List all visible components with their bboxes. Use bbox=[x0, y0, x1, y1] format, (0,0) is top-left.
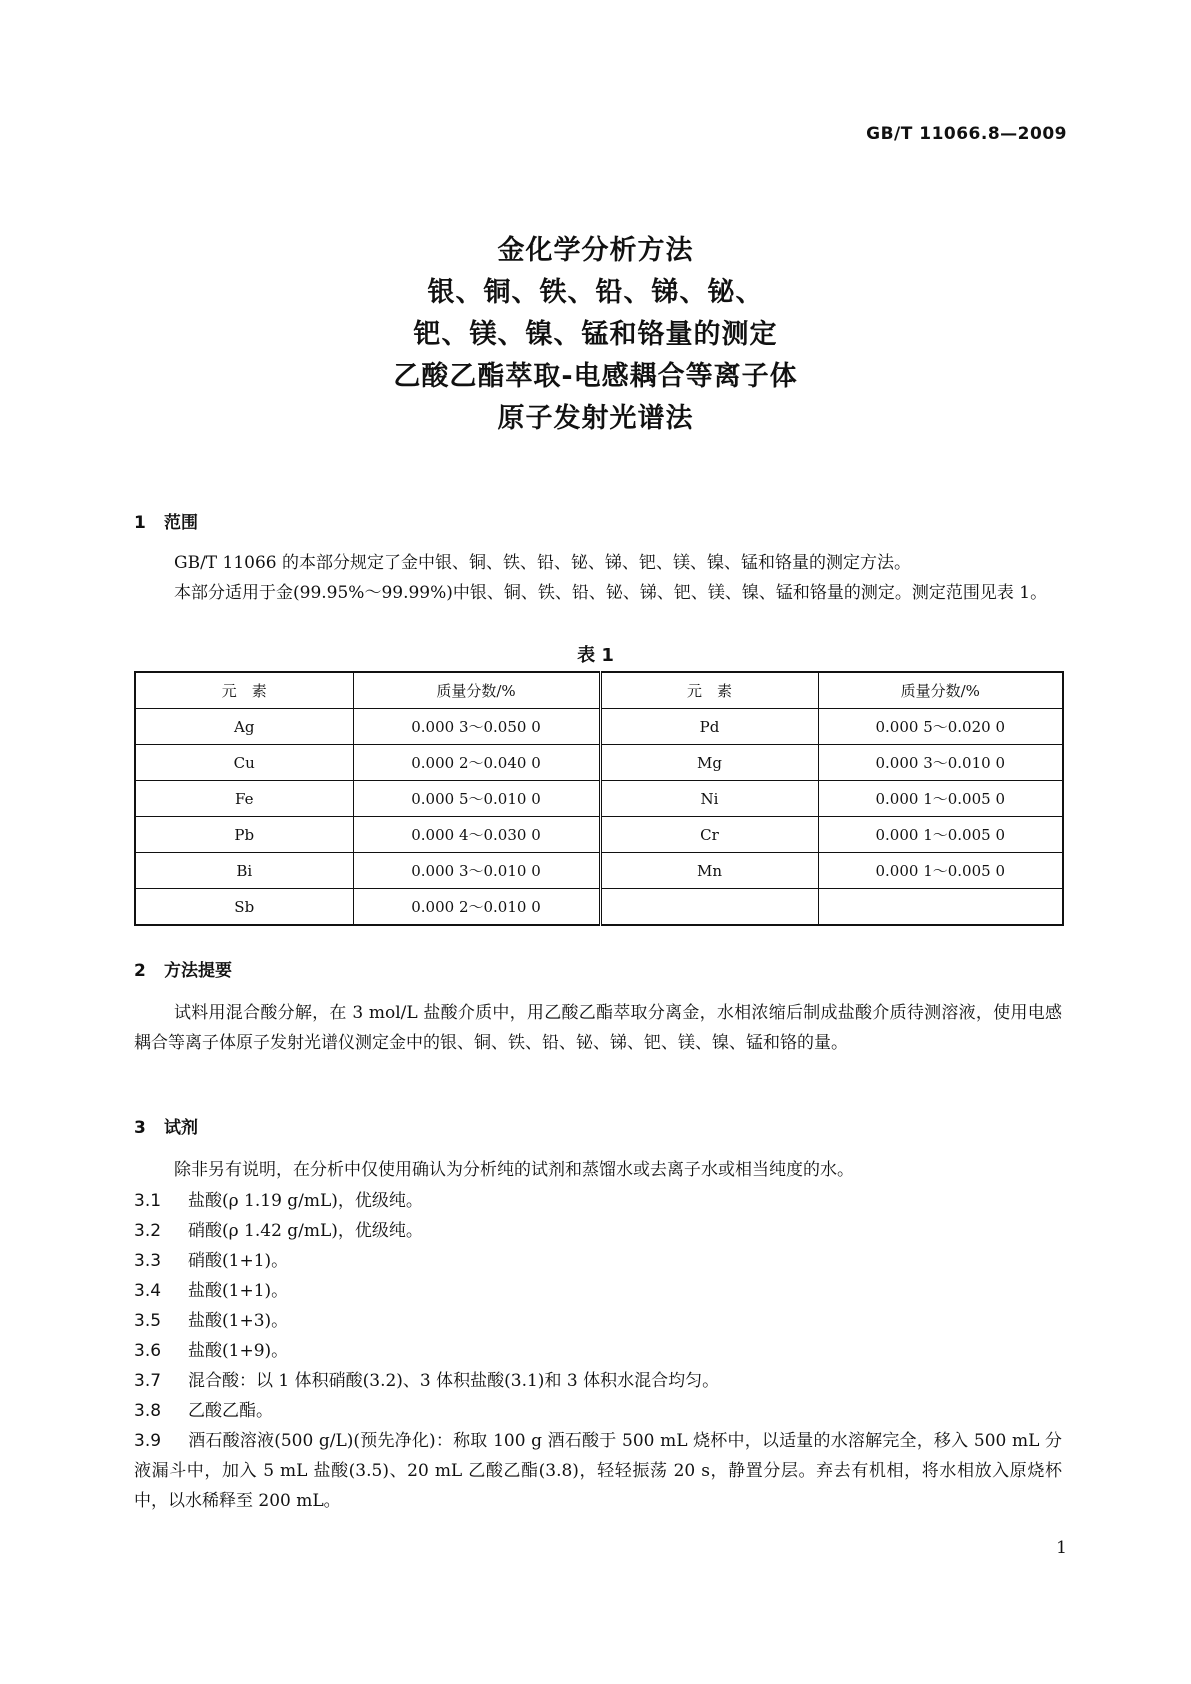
table-header-row bbox=[135, 672, 1063, 709]
table-cell: 0.000 2～0.040 0 bbox=[353, 745, 600, 781]
reagent-item bbox=[134, 1216, 1062, 1246]
table-row bbox=[135, 781, 1063, 817]
reagent-text: 混合酸：以 1 体积硝酸(3.2)、3 体积盐酸(3.1)和 3 体积水混合均匀。 bbox=[188, 1371, 720, 1391]
reagent-text: 盐酸(1+9)。 bbox=[188, 1341, 289, 1361]
section-1-heading bbox=[134, 508, 198, 533]
table-cell: Fe bbox=[135, 781, 353, 817]
table-row bbox=[135, 853, 1063, 889]
table-cell: Cu bbox=[135, 745, 353, 781]
section-number: 3 bbox=[134, 1118, 146, 1138]
table-cell: 0.000 4～0.030 0 bbox=[353, 817, 600, 853]
section-1-paragraph: GB/T 11066 的本部分规定了金中银、铜、铁、铅、铋、锑、钯、镁、镍、锰和铬量的测定方法。 bbox=[174, 553, 912, 573]
table-cell: Cr bbox=[600, 817, 818, 853]
table-cell: Ni bbox=[600, 781, 818, 817]
title-line: 钯、镁、镍、锰和铬量的测定 bbox=[413, 319, 778, 350]
page-number: 1 bbox=[1056, 1538, 1067, 1558]
reagent-text: 盐酸(1+3)。 bbox=[188, 1311, 289, 1331]
reagent-text: 盐酸(ρ 1.19 g/mL)，优级纯。 bbox=[188, 1191, 423, 1211]
title-line: 乙酸乙酯萃取-电感耦合等离子体 bbox=[393, 361, 798, 392]
column-header: 元 素 bbox=[600, 672, 818, 709]
table-cell: Mn bbox=[600, 853, 818, 889]
reagent-text: 硝酸(1+1)。 bbox=[188, 1251, 289, 1271]
section-3-intro: 除非另有说明，在分析中仅使用确认为分析纯的试剂和蒸馏水或去离子水或相当纯度的水。 bbox=[174, 1160, 854, 1180]
reagent-number: 3.6 bbox=[134, 1341, 162, 1361]
table-caption: 表 1 bbox=[577, 645, 614, 666]
reagent-number: 3.7 bbox=[134, 1371, 162, 1391]
reagent-text: 盐酸(1+1)。 bbox=[188, 1281, 289, 1301]
table-cell: Bi bbox=[135, 853, 353, 889]
section-title: 范围 bbox=[164, 513, 198, 533]
title-line: 金化学分析方法 bbox=[497, 235, 694, 266]
reagent-number: 3.9 bbox=[134, 1431, 162, 1451]
section-number: 2 bbox=[134, 961, 146, 981]
element-range-table bbox=[134, 671, 1064, 926]
title-line: 原子发射光谱法 bbox=[497, 403, 694, 434]
table-cell: 0.000 5～0.020 0 bbox=[818, 709, 1063, 745]
reagent-item bbox=[134, 1426, 1062, 1516]
section-2-heading bbox=[134, 956, 232, 981]
section-title: 试剂 bbox=[164, 1118, 198, 1138]
document-title bbox=[0, 230, 1191, 440]
table-cell: Mg bbox=[600, 745, 818, 781]
section-3-heading bbox=[134, 1113, 198, 1138]
reagent-item bbox=[134, 1246, 1062, 1276]
column-header: 质量分数/% bbox=[353, 672, 600, 709]
reagent-item bbox=[134, 1336, 1062, 1366]
table-row bbox=[135, 745, 1063, 781]
table-cell: 0.000 3～0.050 0 bbox=[353, 709, 600, 745]
reagent-number: 3.3 bbox=[134, 1251, 162, 1271]
table-cell bbox=[600, 889, 818, 926]
reagent-number: 3.1 bbox=[134, 1191, 162, 1211]
reagent-number: 3.2 bbox=[134, 1221, 162, 1241]
table-cell: 0.000 3～0.010 0 bbox=[353, 853, 600, 889]
reagent-number: 3.5 bbox=[134, 1311, 162, 1331]
table-cell: Ag bbox=[135, 709, 353, 745]
section-title: 方法提要 bbox=[164, 961, 232, 981]
reagent-text: 硝酸(ρ 1.42 g/mL)，优级纯。 bbox=[188, 1221, 423, 1241]
table-cell: 0.000 1～0.005 0 bbox=[818, 853, 1063, 889]
table-cell bbox=[818, 889, 1063, 926]
column-header: 质量分数/% bbox=[818, 672, 1063, 709]
reagent-item bbox=[134, 1186, 1062, 1216]
table-row bbox=[135, 817, 1063, 853]
table-cell: 0.000 2～0.010 0 bbox=[353, 889, 600, 926]
reagent-item bbox=[134, 1276, 1062, 1306]
table-cell: 0.000 1～0.005 0 bbox=[818, 817, 1063, 853]
table-row bbox=[135, 889, 1063, 926]
reagent-text: 酒石酸溶液(500 g/L)(预先净化)：称取 100 g 酒石酸于 500 mL 烧杯中，以适量的水溶解完全，移入 500 mL 分液漏斗中，加入 5 mL 盐酸(3.5)、20 mL 乙酸乙酯(3.8)，轻轻振荡 20 s，静置分层。弃去有机相，将水相放入原烧杯中，以水稀释至 200 mL。 bbox=[134, 1431, 1062, 1511]
section-2-paragraph: 试料用混合酸分解，在 3 mol/L 盐酸介质中，用乙酸乙酯萃取分离金，水相浓缩后制成盐酸介质待测溶液，使用电感耦合等离子体原子发射光谱仪测定金中的银、铜、铁、铅、铋、锑、钯、镁、镍、锰和铬的量。 bbox=[134, 1003, 1062, 1053]
standard-code: GB/T 11066.8—2009 bbox=[866, 124, 1067, 144]
column-header: 元 素 bbox=[135, 672, 353, 709]
section-1-paragraph: 本部分适用于金(99.95%～99.99%)中银、铜、铁、铅、铋、锑、钯、镁、镍、锰和铬量的测定。测定范围见表 1。 bbox=[174, 583, 1048, 603]
table-row bbox=[135, 709, 1063, 745]
table-cell: Pb bbox=[135, 817, 353, 853]
reagent-number: 3.8 bbox=[134, 1401, 162, 1421]
table-cell: 0.000 5～0.010 0 bbox=[353, 781, 600, 817]
table-cell: Pd bbox=[600, 709, 818, 745]
reagent-item bbox=[134, 1306, 1062, 1336]
reagent-item bbox=[134, 1396, 1062, 1426]
table-cell: 0.000 1～0.005 0 bbox=[818, 781, 1063, 817]
reagent-item bbox=[134, 1366, 1062, 1396]
table-cell: Sb bbox=[135, 889, 353, 926]
reagent-number: 3.4 bbox=[134, 1281, 162, 1301]
title-line: 银、铜、铁、铅、锑、铋、 bbox=[427, 277, 764, 308]
reagent-text: 乙酸乙酯。 bbox=[188, 1401, 273, 1421]
section-number: 1 bbox=[134, 513, 146, 533]
table-cell: 0.000 3～0.010 0 bbox=[818, 745, 1063, 781]
